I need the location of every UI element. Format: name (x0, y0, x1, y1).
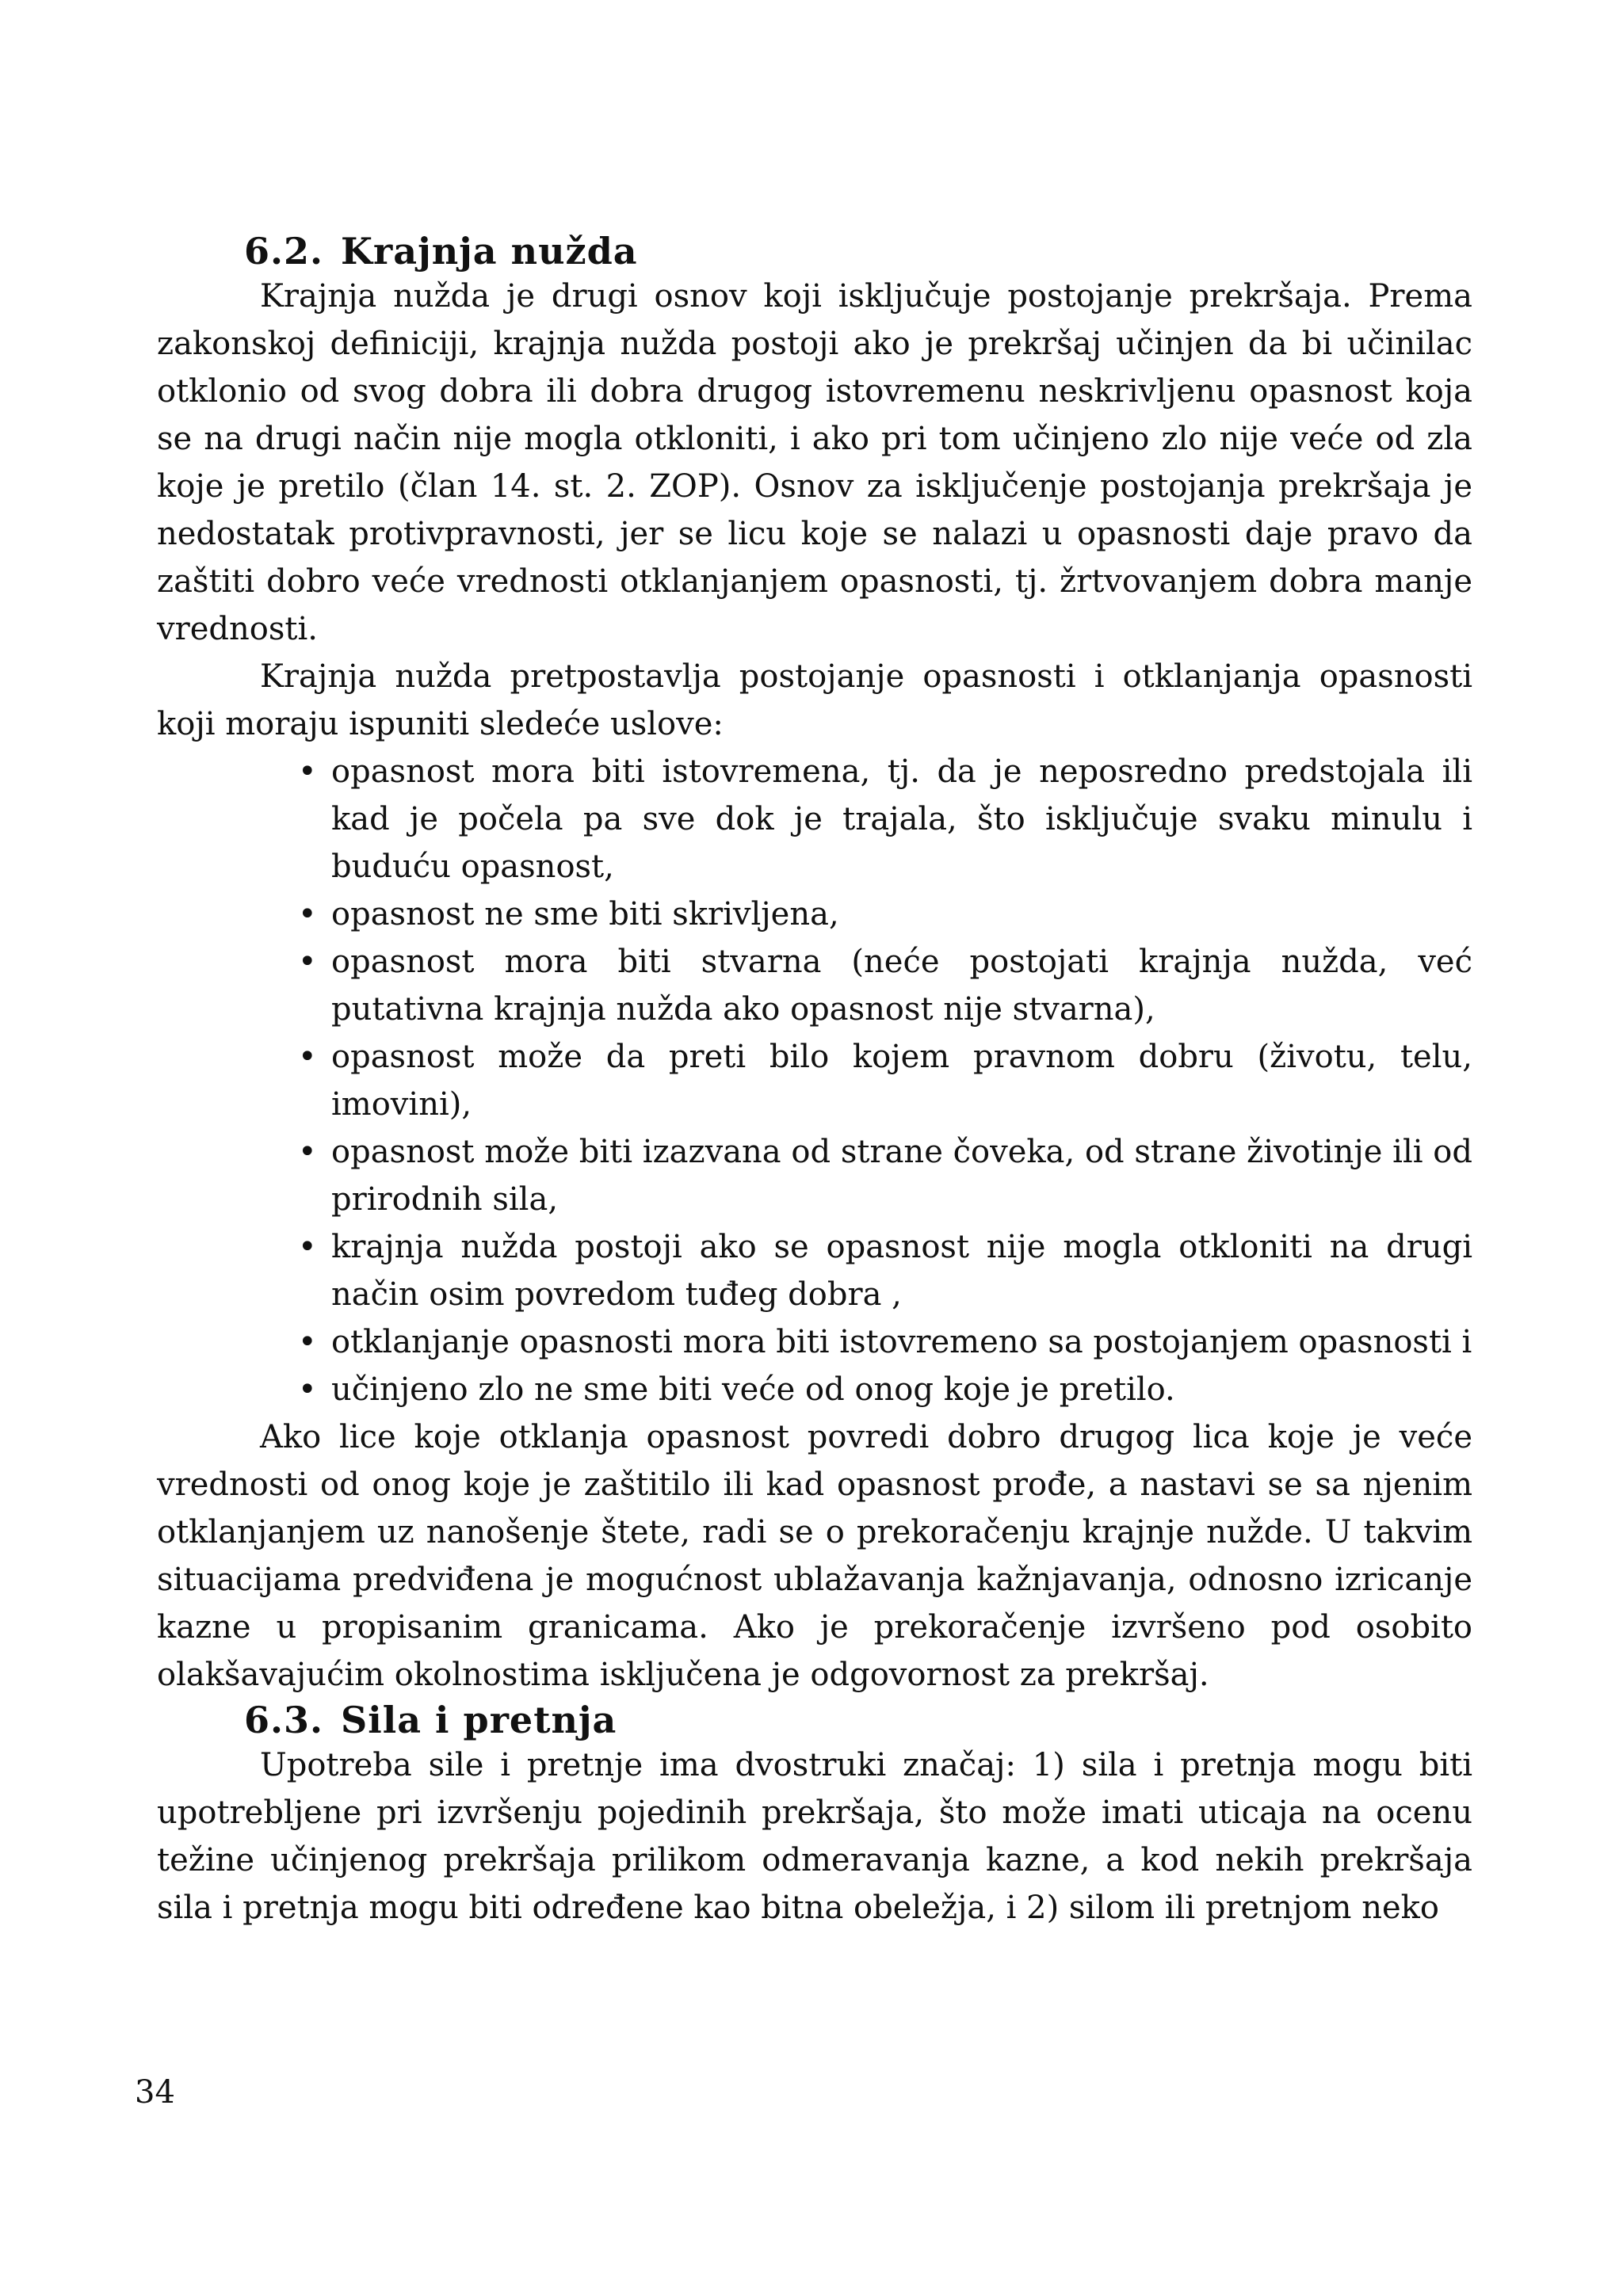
conditions-list (157, 748, 1472, 1413)
list-item (298, 748, 1472, 891)
document-page (157, 230, 1472, 1932)
bullet-icon: • (298, 944, 317, 980)
page-number: 34 (135, 2074, 175, 2111)
section-title: Krajnja nužda (341, 230, 638, 273)
list-item (298, 938, 1472, 1033)
list-item-text: učinjeno zlo ne sme biti veće od onog koje je pretilo. (331, 1371, 1175, 1408)
bullet-icon: • (298, 1229, 317, 1265)
list-item-text: krajnja nužda postoji ako se opasnost nije mogla otkloniti na drugi način osim povredom tuđeg dobra , (331, 1229, 1472, 1313)
list-item-text: opasnost može da preti bilo kojem pravnom dobru (životu, telu, imovini), (331, 1039, 1472, 1123)
bullet-icon: • (298, 753, 317, 790)
bullet-icon: • (298, 1371, 317, 1408)
bullet-icon: • (298, 1324, 317, 1360)
paragraph: Krajnja nužda pretpostavlja postojanje opasnosti i otklanjanja opasnosti koji moraju ispuniti sledeće uslove: (157, 658, 1472, 742)
bullet-icon: • (298, 896, 317, 933)
paragraph: Ako lice koje otklanja opasnost povredi dobro drugog lica koje je veće vrednosti od onog koje je zaštitilo ili kad opasnost prođe, a nastavi se sa njenim otklanjanjem uz nanošenje štete, radi se o prekoračenju krajnje nužde. U takvim situacijama predviđena je mogućnost ublažavanja kažnjavanja, odnosno izricanje kazne u propisanim granicama. Ako je prekoračenje izvršeno pod osobito olakšavajućim okolnostima isključena je odgovornost za prekršaj. (157, 1419, 1472, 1693)
section-number: 6.3. (244, 1699, 324, 1741)
list-item (298, 891, 1472, 938)
list-item-text: opasnost mora biti stvarna (neće postojati krajnja nužda, već putativna krajnja nužda ako opasnost nije stvarna), (331, 944, 1472, 1028)
paragraph: Krajnja nužda je drugi osnov koji isključuje postojanje prekršaja. Prema zakonskoj definiciji, krajnja nužda postoji ako je prekršaj učinjen da bi učinilac otklonio od svog dobra ili dobra drugog istovremenu neskrivljenu opasnost koja se na drugi način nije mogla otkloniti, i ako pri tom učinjeno zlo nije veće od zla koje je pretilo (član 14. st. 2. ZOP). Osnov za isključenje postojanja prekršaja je nedostatak protivpravnosti, jer se licu koje se nalazi u opasnosti daje pravo da zaštiti dobro veće vrednosti otklanjanjem opasnosti, tj. žrtvovanjem dobra manje vrednosti. (157, 278, 1472, 647)
section-title: Sila i pretnja (341, 1699, 617, 1741)
list-item-text: opasnost mora biti istovremena, tj. da je neposredno predstojala ili kad je počela pa sve dok je trajala, što isključuje svaku minulu i buduću opasnost, (331, 753, 1472, 885)
list-item-text: opasnost ne sme biti skrivljena, (331, 896, 839, 933)
section-heading-sila-i-pretnja (157, 1699, 1472, 1741)
list-item-text: otklanjanje opasnosti mora biti istovremeno sa postojanjem opasnosti i (331, 1324, 1472, 1360)
list-item (298, 1318, 1472, 1366)
list-item-text: opasnost može biti izazvana od strane čoveka, od strane životinje ili od prirodnih sila, (331, 1134, 1472, 1218)
paragraph: Upotreba sile i pretnje ima dvostruki značaj: 1) sila i pretnja mogu biti upotrebljene pri izvršenju pojedinih prekršaja, što može imati uticaja na ocenu težine učinjenog prekršaja prilikom odmeravanja kazne, a kod nekih prekršaja sila i pretnja mogu biti određene kao bitna obeležja, i 2) silom ili pretnjom neko (157, 1747, 1472, 1926)
list-item (298, 1366, 1472, 1413)
list-item (298, 1223, 1472, 1318)
bullet-icon: • (298, 1039, 317, 1075)
bullet-icon: • (298, 1134, 317, 1170)
section-number: 6.2. (244, 230, 324, 273)
list-item (298, 1128, 1472, 1223)
section-heading-krajnja-nuzda (157, 230, 1472, 273)
list-item (298, 1033, 1472, 1128)
